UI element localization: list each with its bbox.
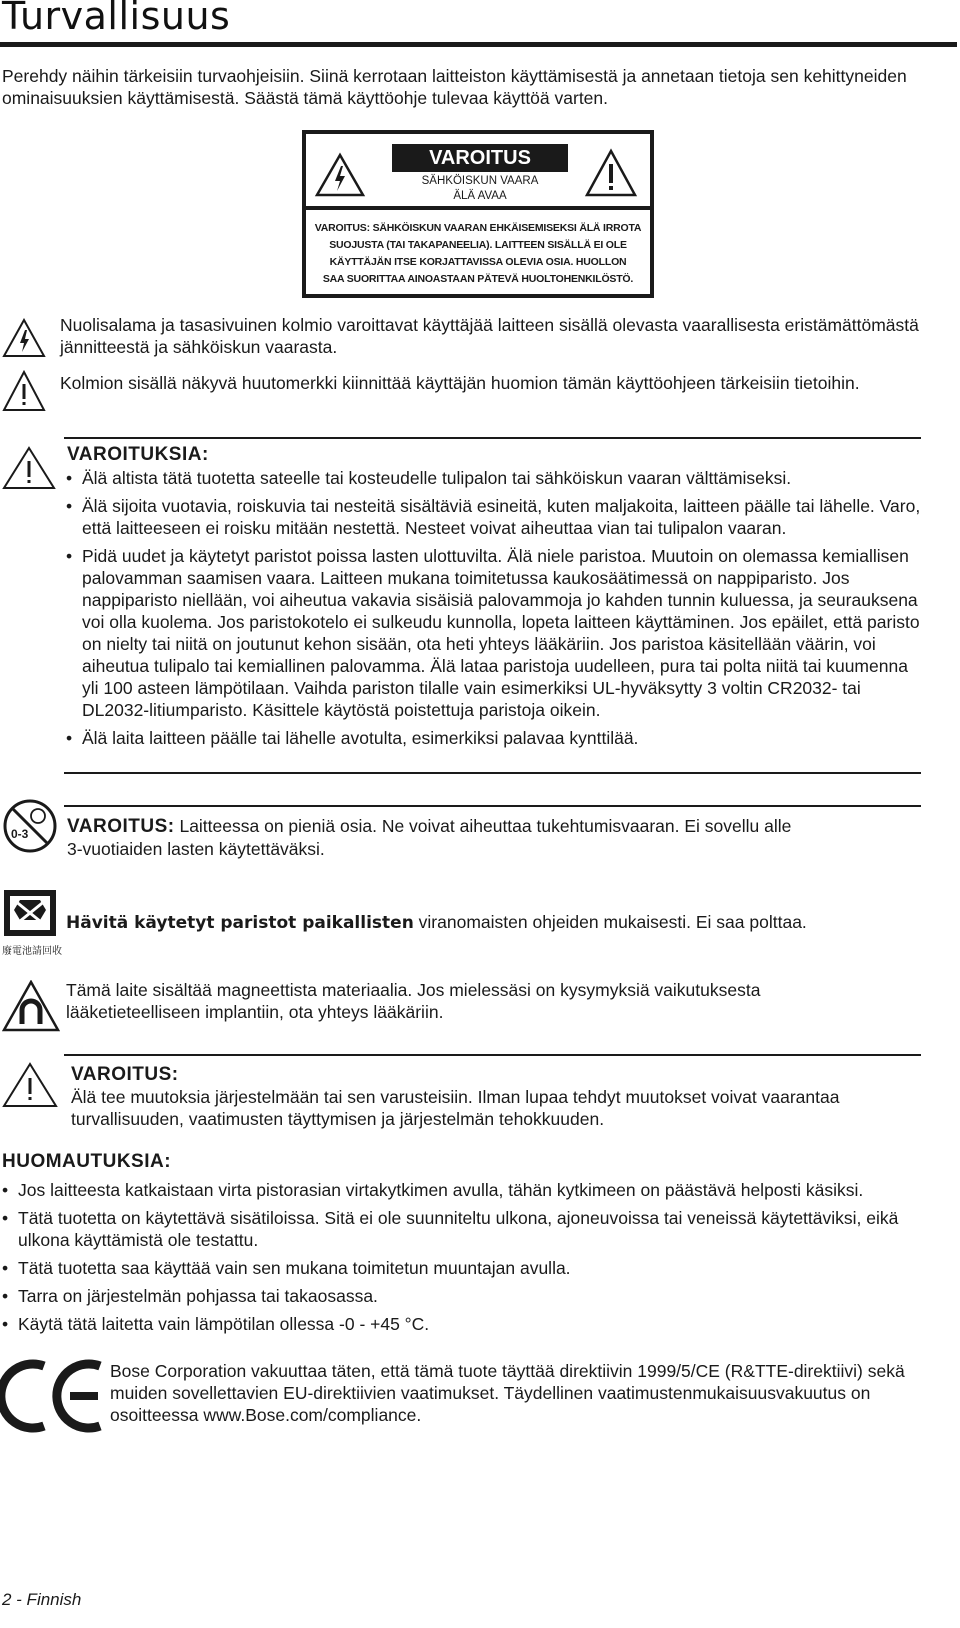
lightning-triangle-icon: [2, 318, 46, 358]
lightning-triangle-icon: [314, 152, 366, 198]
page-footer: 2 - Finnish: [2, 1590, 82, 1609]
intro-paragraph: Perehdy näihin tärkeisiin turvaohjeisiin. Siinä kerrotaan laitteiston käyttämisestä ja annetaan tietoja sen kehittyneiden ominaisuuksien käyttämisestä. Säästä tämä käyttöohje tulevaa käyttöä varten.: [2, 66, 907, 108]
list-item: • Älä altista tätä tuotetta sateelle tai kosteudelle tulipalon tai sähköiskun vaaran välttämiseksi.: [64, 467, 926, 489]
warning-box-body: VAROITUS: SÄHKÖISKUN VAARAN EHKÄISEMISEKSI ÄLÄ IRROTA SUOJUSTA (TAI TAKAPANEELIA). LAITTEEN SISÄLLÄ EI OLE KÄYTTÄJÄN ITSE KORJATTAVISSA OLEVIA OSIA. HUOLLON SAA SUORITTAA AINOASTAAN PÄTEVÄ HUOLTOHENKILÖSTÖ.: [314, 222, 642, 285]
list-item: • Tätä tuotetta on käytettävä sisätiloissa. Sitä ei ole suunniteltu ulkona, ajoneuvoissa tai veneissä käytettäviksi, eikä ulkona käyttämistä ole testattu.: [0, 1207, 930, 1251]
svg-text:0-3: 0-3: [11, 827, 29, 841]
exclamation-triangle-icon: [2, 370, 46, 412]
list-item: • Pidä uudet ja käytetyt paristot poissa lasten ulottuvilta. Älä niele paristoa. Muutoin on olemassa kemiallisen palovamman saamisen vaara. Laitteen mukana toimitetussa kaukosäätimessä on nappiparisto. Jos nappiparisto niellään, voi aiheutua vakavia sisäisiä palovammoja jo kahden tunnin kuluessa, ja seurauksena voi olla kuolema. Jos paristokotelo ei sulkeudu kunnolla, lopeta laitteen käyttäminen. Jos epäilet, että paristo on nielty tai niitä on joutunut kehon sisään, ota heti yhteys lääkäriin. Jos paristoa käsitellään väärin, voi aiheutua tulipalo tai kemiallinen palovamma. Älä lataa paristoja uudelleen, pura tai polta niitä tai kuumenna yli 100 asteen lämpötilaan. Vaihda pariston tilalle vain esimerkiksi UL-hyväksytty 3 voltin CR2032- tai DL2032-litiumparisto. Käsittele käytöstä poistettuja paristoja oikein.: [64, 545, 926, 721]
modification-rule: [64, 1054, 921, 1056]
list-item: • Tätä tuotetta saa käyttää vain sen mukana toimitetun muuntajan avulla.: [0, 1257, 930, 1279]
list-item: • Jos laitteesta katkaistaan virta pistorasian virtakytkimen avulla, tähän kytkimeen on päästävä helposti käsiksi.: [0, 1179, 930, 1201]
battery-recycling-caption: 廢電池請回收: [2, 946, 62, 957]
ce-declaration-text: Bose Corporation vakuuttaa täten, että tämä tuote täyttää direktiivin 1999/5/CE (R&TTE-direktiivi) sekä muiden sovellettavien EU-direktiivien vaatimukset. Täydellinen vaatimustenmukaisuusvakuutus on osoitteessa www.Bose.com/compliance.: [110, 1361, 905, 1425]
small-parts-rule: [64, 805, 921, 807]
exclamation-triangle-icon: [584, 148, 638, 198]
small-parts-text: VAROITUS: Laitteessa on pieniä osia. Ne voivat aiheuttaa tukehtumisvaaran. Ei sovellu alle 3-vuotiaiden lasten käytettäväksi.: [67, 816, 792, 859]
list-item: • Älä sijoita vuotavia, roiskuvia tai nesteitä sisältäviä esineitä, kuten maljakoita, laitteen päälle tai lähelle. Varo, että laitteeseen ei roisku mitään nestettä. Nesteet voivat aiheuttaa vian tai tulipalon vaaran.: [64, 495, 926, 539]
notes-list: [0, 1179, 930, 1341]
warning-box-header: VAROITUS: [392, 144, 568, 172]
battery-disposal-text: Hävitä käytetyt paristot paikallisten viranomaisten ohjeiden mukaisesti. Ei saa polttaa.: [66, 912, 807, 933]
notes-heading: HUOMAUTUKSIA:: [2, 1151, 172, 1172]
page-title: Turvallisuus: [2, 0, 231, 38]
list-item: • Älä laita laitteen päälle tai lähelle avotulta, esimerkiksi palavaa kynttilää.: [64, 727, 926, 749]
title-divider: [0, 42, 957, 47]
lightning-symbol-text: Nuolisalama ja tasasivuinen kolmio varoittavat käyttäjää laitteen sisällä olevasta vaarallisesta eristämättömästä jännitteestä ja sähköiskun vaarasta.: [60, 315, 919, 357]
small-parts-age-icon: [2, 798, 58, 854]
warning-triangle-icon: [2, 446, 56, 490]
magnet-warning-icon: [2, 980, 60, 1032]
ce-mark-icon: [0, 1358, 104, 1434]
warnings-list: [64, 467, 926, 755]
magnet-text: Tämä laite sisältää magneettista materiaalia. Jos mielessäsi on kysymyksiä vaikutuksesta lääketieteelliseen implantiin, ota yhteys lääkäriin.: [66, 980, 761, 1022]
exclamation-symbol-text: Kolmion sisällä näkyvä huutomerkki kiinnittää käyttäjän huomion tämän käyttöohjeen tärkeisiin tietoihin.: [60, 373, 860, 393]
warning-box-subtitle: SÄHKÖISKUN VAARA ÄLÄ AVAA: [421, 175, 539, 202]
list-item: • Tarra on järjestelmän pohjassa tai takaosassa.: [0, 1285, 930, 1307]
electric-shock-warning-box: [302, 130, 654, 298]
warnings-top-rule: [64, 437, 921, 439]
modification-text: Älä tee muutoksia järjestelmään tai sen varusteisiin. Ilman lupaa tehdyt muutokset voivat vaarantaa turvallisuuden, vaatimusten täyttymisen ja järjestelmän tehokkuuden.: [71, 1087, 840, 1129]
list-item: • Käytä tätä laitetta vain lämpötilan ollessa -0 - +45 °C.: [0, 1313, 930, 1335]
warning-box-divider: [306, 206, 650, 210]
battery-recycling-icon: [2, 888, 58, 940]
modification-heading: VAROITUS:: [71, 1064, 179, 1085]
warnings-bottom-rule: [64, 772, 921, 774]
warning-triangle-icon: [2, 1062, 58, 1108]
warnings-heading: VAROITUKSIA:: [67, 444, 209, 465]
